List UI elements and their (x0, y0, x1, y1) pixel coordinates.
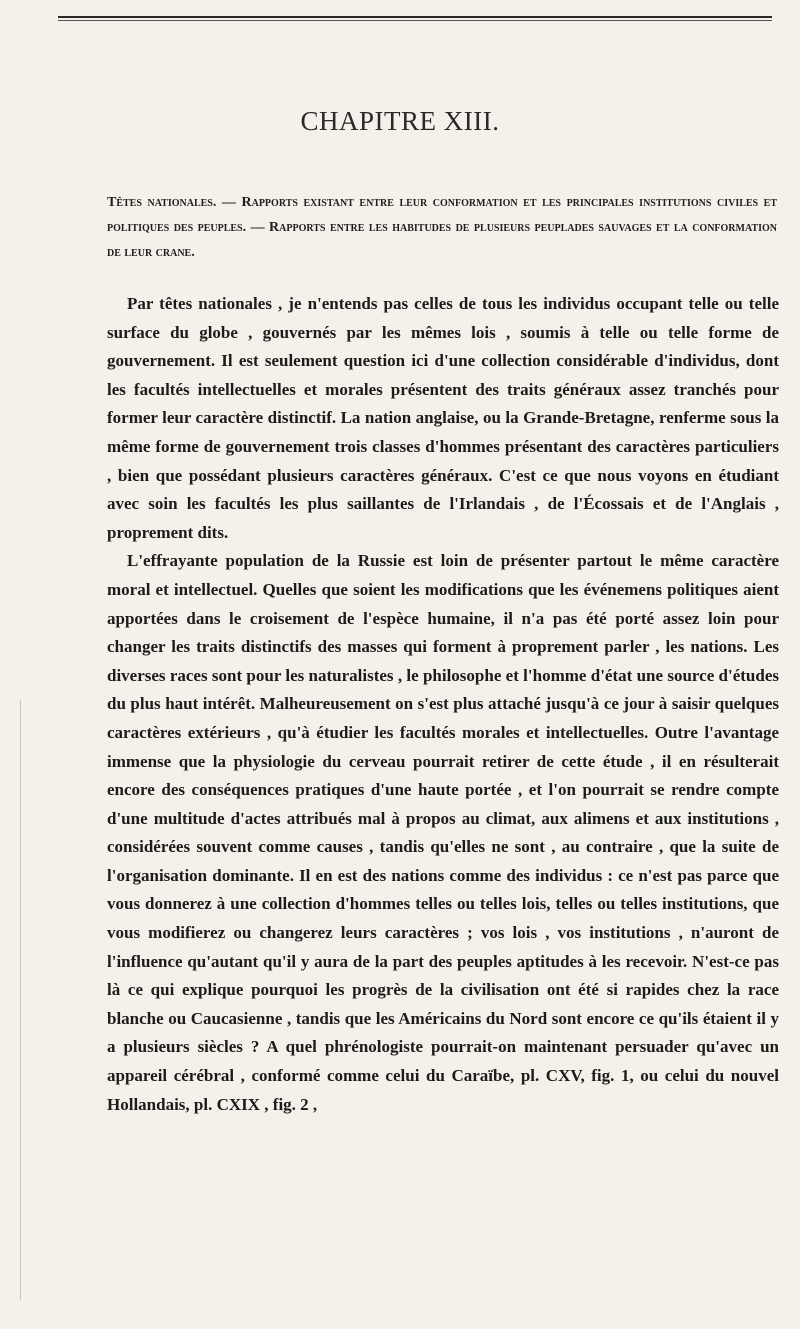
header-rule (58, 16, 772, 18)
summary-line: principales institutions civiles et politiques des peuples. — Rapports (107, 195, 778, 235)
summary-line: entre les habitudes de plusieurs peuplades sauvages et la conformation (329, 220, 777, 235)
chapter-summary (107, 190, 777, 265)
paragraph: Par têtes nationales , je n'entends pas celles de tous les individus occupant telle ou telle surface du globe , gouvernés par les mêmes lois , soumis à telle ou telle forme de gouvernement. Il est seulement question ici d'une collection considérable d'individus, dont les facultés intellectuelles et morales présentent des traits généraux assez tranchés pour former leur caractère distinctif. La nation anglaise, ou la Grande-Bretagne, renferme sous la même forme de gouvernement trois classes d'hommes présentant des caractères particuliers , bien que possédant plusieurs caractères généraux. C'est ce que nous voyons en étudiant avec soin les facultés les plus saillantes de l'Irlandais , de l'Écossais et de l'Anglais , proprement dits. (107, 294, 779, 542)
summary-line: de leur crane. (107, 245, 195, 260)
chapter-title: CHAPITRE XIII. (300, 106, 500, 136)
paragraph: L'effrayante population de la Russie est loin de présenter partout le même caractère moral et intellectuel. Quelles que soient les modifications que les événemens politiques aient apportées dans le croisement de l'espèce humaine, il n'a pas été porté assez loin pour changer les traits distinctifs des masses qui forment à proprement parler , les nations. Les diverses races sont pour les naturalistes , le philosophe et l'homme d'état une source d'études du plus haut intérêt. Malheureusement on s'est plus attaché jusqu'à ce jour à saisir quelques caractères extérieurs , qu'à étudier les facultés morales et intellectuelles. Outre l'avantage immense que la physiologie du cerveau pourrait retirer de cette étude , il en résulterait encore des conséquences pratiques d'une haute portée , et l'on pourrait se rendre compte d'une multitude d'actes attribués mal à propos au climat, aux alimens et aux institutions , considérées souvent comme causes , tandis qu'elles ne sont , au contraire , que la suite de l'organisation dominante. Il en est des nations comme des individus : ce n'est pas parce que vous donnerez à une collection d'hommes telles ou telles lois, telles ou telles institutions, que vous modifierez ou changerez leurs caractères ; vos lois , vos institutions , n'auront de l'influence qu'autant qu'il y aura de la part des peuples aptitudes à les recevoir. N'est-ce pas là ce qui explique pourquoi les progrès de la civilisation ont été si rapides chez la race blanche ou Caucasienne , tandis que les Américains du Nord sont encore ce qu'ils étaient il y a plusieurs siècles ? A quel phrénologiste pourrait-on maintenant persuader qu'avec un appareil cérébral , conformé comme celui du Caraïbe, pl. CXV, fig. 1, ou celui du nouvel Hollandais, pl. CXIX , fig. 2 , (107, 551, 779, 1114)
summary-line: Têtes nationales. — Rapports existant entre leur conformation et les (107, 195, 561, 210)
header-rule-thin (58, 20, 772, 21)
scan-margin-mark (20, 700, 21, 1300)
body-text (107, 290, 779, 1119)
